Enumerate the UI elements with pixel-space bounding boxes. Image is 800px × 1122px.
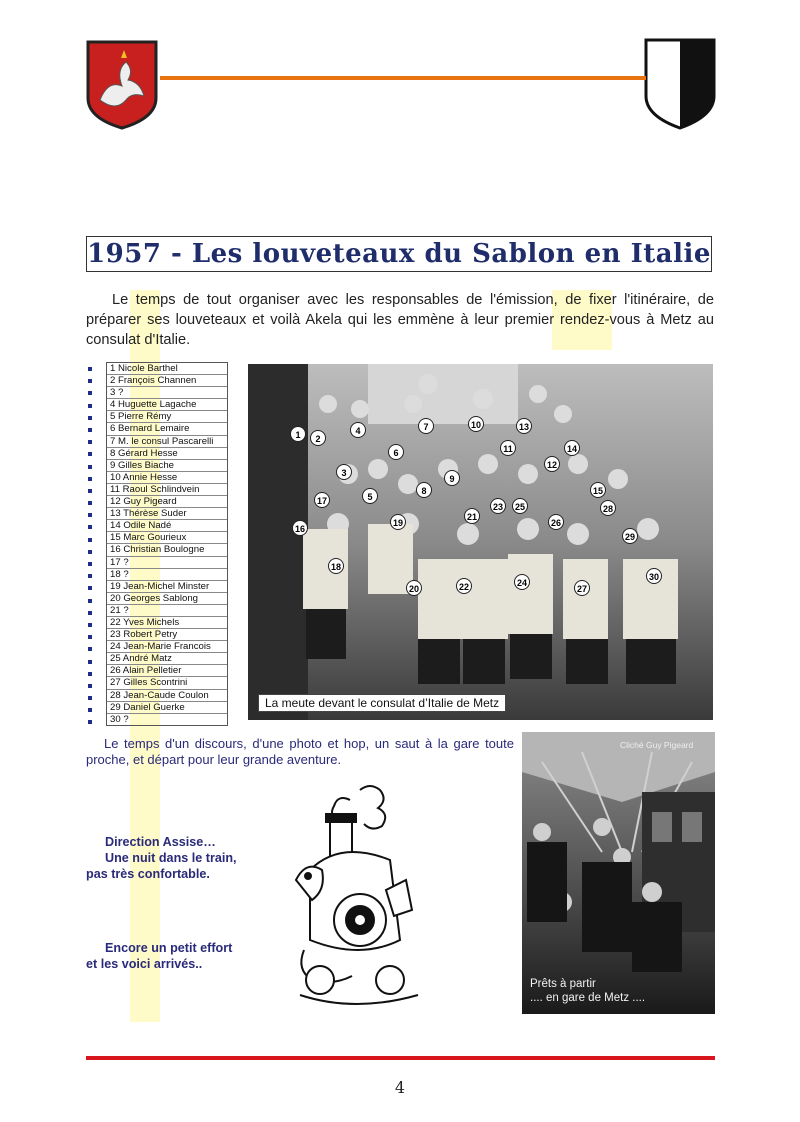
bullet-icon (88, 574, 92, 578)
arrival-line-1: Encore un petit effort (105, 941, 233, 955)
header-rule (160, 76, 646, 80)
name-row: 30 ? (110, 713, 129, 725)
bullet-icon (88, 611, 92, 615)
station-photo-image (522, 732, 715, 1014)
name-row: 11 Raoul Schlindvein (107, 484, 227, 496)
intro-text: Le temps de tout organiser avec les responsables de l'émission, de fixer l'itinéraire, de préparer ses louveteaux et voilà Akela qui les emmène à leur premier rendez-vous à Metz au consulat d'Italie. (86, 292, 714, 348)
name-row: 28 Jean-Caude Coulon (107, 690, 227, 702)
page-title: 1957 - Les louveteaux du Sablon en Italie (87, 239, 711, 269)
bullet-icon (88, 660, 92, 664)
station-caption-line-1: Prêts à partir (530, 978, 596, 990)
black-white-shield-icon (644, 38, 716, 130)
bullet-icon (88, 696, 92, 700)
station-caption-line-2: .... en gare de Metz .... (530, 992, 646, 1004)
bullet-icon (88, 525, 92, 529)
bullet-icon (88, 404, 92, 408)
dragon-crest-icon (86, 40, 158, 130)
name-row: 4 Huguette Lagache (107, 399, 227, 411)
group-photo: 1 2 3 4 5 6 7 8 9 10 11 12 13 14 15 16 17 18 19 20 21 22 23 24 25 26 27 28 29 30 (248, 364, 713, 720)
page-number: 4 (394, 1078, 406, 1097)
name-row: 16 Christian Boulogne (107, 544, 227, 556)
bullet-icon (88, 477, 92, 481)
bullet-icon (88, 501, 92, 505)
bullet-icon (88, 452, 92, 456)
bullet-icon (88, 708, 92, 712)
bullet-icon (88, 465, 92, 469)
name-row: 1 Nicole Barthel (107, 363, 227, 375)
name-row: 29 Daniel Guerke (107, 702, 227, 714)
name-row: 18 ? (107, 569, 227, 581)
name-row: 14 Odile Nadé (107, 520, 227, 532)
bullet-icon (88, 720, 92, 724)
bullet-icon (88, 416, 92, 420)
bullet-icon (88, 538, 92, 542)
bullet-icon (88, 599, 92, 603)
name-row: 6 Bernard Lemaire (107, 423, 227, 435)
name-row: 23 Robert Petry (107, 629, 227, 641)
direction-line-3: pas très confortable. (86, 867, 210, 881)
bullet-icon (88, 391, 92, 395)
name-row: 7 M. le consul Pascarelli (107, 436, 227, 448)
name-row: 17 ? (107, 557, 227, 569)
bullet-icon (88, 635, 92, 639)
bullet-icon (88, 550, 92, 554)
bullet-icon (88, 586, 92, 590)
name-row: 22 Yves Michels (107, 617, 227, 629)
departure-paragraph (86, 736, 514, 768)
name-row: 10 Annie Hesse (107, 472, 227, 484)
group-photo-caption: La meute devant le consulat d’Italie de Metz (258, 694, 506, 712)
name-row: 27 Gilles Scontrini (107, 677, 227, 689)
departure-text: Le temps d'un discours, d'une photo et hop, un saut à la gare toute proche, et départ pour leur grande aventure. (86, 736, 514, 767)
names-list (106, 362, 228, 726)
station-photo (522, 732, 715, 1014)
direction-paragraph (86, 834, 256, 882)
footer-rule (86, 1056, 715, 1060)
name-row: 8 Gérard Hesse (107, 448, 227, 460)
name-row: 13 Thérèse Suder (107, 508, 227, 520)
name-row: 24 Jean-Marie Francois (107, 641, 227, 653)
cartoon-train-icon (290, 780, 420, 1010)
intro-paragraph (86, 290, 714, 350)
photo-credit: Cliché Guy Pigeard (620, 740, 694, 750)
bullet-icon (88, 428, 92, 432)
bullet-column (88, 363, 96, 733)
title-box (86, 236, 712, 272)
name-row: 9 Gilles Biache (107, 460, 227, 472)
name-row: 5 Pierre Rémy (107, 411, 227, 423)
bullet-icon (88, 684, 92, 688)
name-row: 19 Jean-Michel Minster (107, 581, 227, 593)
bullet-icon (88, 367, 92, 371)
direction-line-2: Une nuit dans le train, (105, 851, 237, 865)
bullet-icon (88, 562, 92, 566)
name-row: 12 Guy Pigeard (107, 496, 227, 508)
bullet-icon (88, 623, 92, 627)
arrival-line-2: et les voici arrivés.. (86, 957, 203, 971)
bullet-icon (88, 672, 92, 676)
bullet-icon (88, 513, 92, 517)
bullet-icon (88, 647, 92, 651)
station-photo-caption (530, 977, 645, 1005)
name-row: 15 Marc Gourieux (107, 532, 227, 544)
bullet-icon (88, 489, 92, 493)
name-row: 25 André Matz (107, 653, 227, 665)
bullet-icon (88, 379, 92, 383)
name-row: 21 ? (107, 605, 227, 617)
name-row: 20 Georges Sablong (107, 593, 227, 605)
name-row: 3 ? (107, 387, 227, 399)
bullet-icon (88, 440, 92, 444)
direction-line-1: Direction Assise… (105, 835, 216, 849)
name-row: 26 Alain Pelletier (107, 665, 227, 677)
arrival-paragraph (86, 940, 256, 972)
name-row: 2 François Channen (107, 375, 227, 387)
